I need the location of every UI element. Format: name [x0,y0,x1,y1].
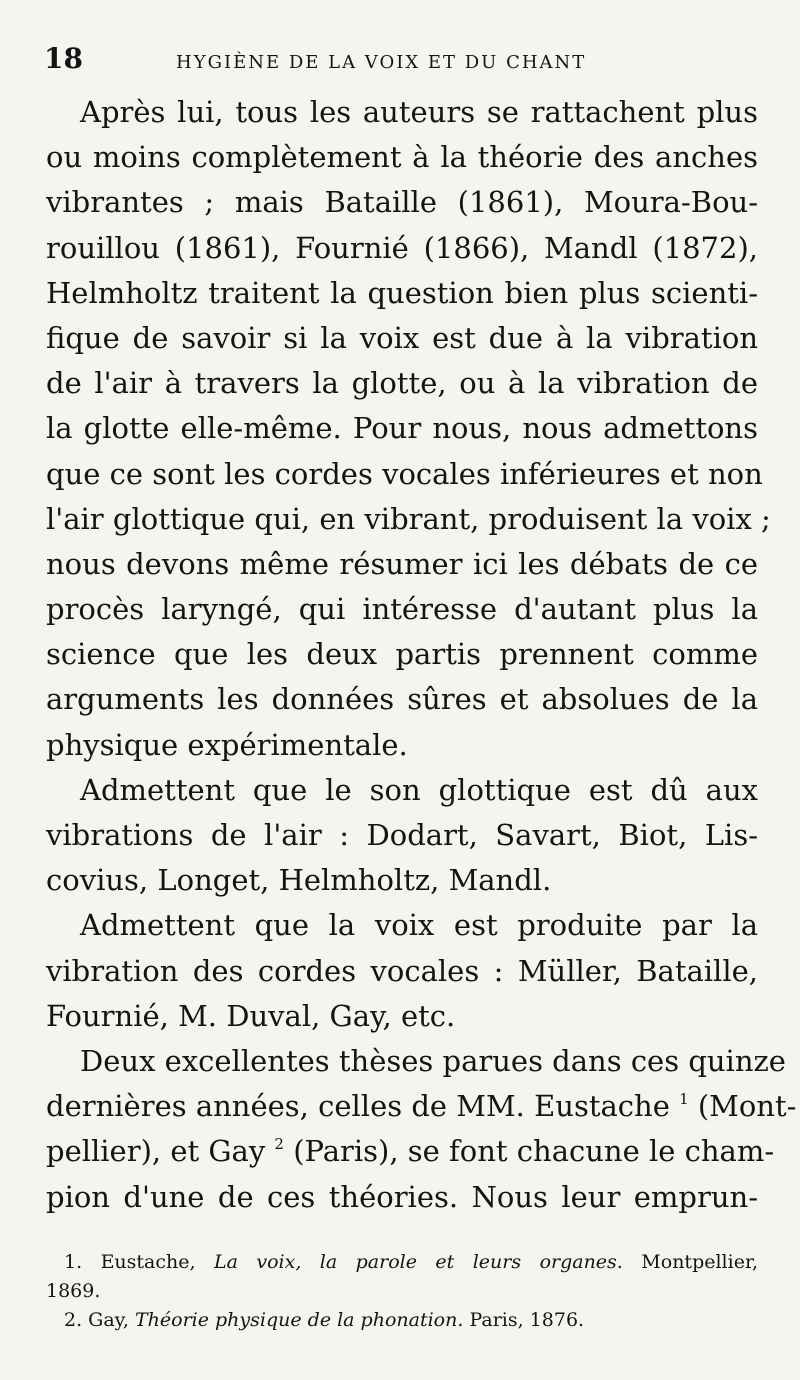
text-line: fique de savoir si la voix est due à la vibration [46,320,758,355]
text-line: Après lui, tous les auteurs se rattachent plus [80,95,758,129]
text-fragment: (Mont- [697,1089,797,1124]
footnote-marker: 2. Gay, [64,1309,129,1331]
text-line: rouillou (1861), Fournié (1866), Mandl (1872), [46,230,758,265]
text-line: covius, Longet, Helmholtz, Mandl. [46,863,552,898]
text-line-with-footnote-ref [46,1084,797,1129]
text-line: pion d'une de ces théories. Nous leur emprun- [46,1179,758,1214]
text-line: ou moins complètement à la théorie des anches [46,140,758,175]
text-line: Fournié, M. Duval, Gay, etc. [46,998,456,1033]
text-line: nous devons même résumer ici les débats de ce [46,546,758,581]
footnote-title: Théorie physique de la phonation. [134,1309,464,1331]
text-line: vibrations de l'air : Dodart, Savart, Biot, Lis- [46,818,758,852]
footnote-place: Montpellier, [641,1251,758,1273]
text-line: vibrantes ; mais Bataille (1861), Moura-Bou- [46,185,758,220]
text-line: physique expérimentale. [46,727,408,762]
page-number: 18 [44,42,83,75]
text-line: Admettent que le son glottique est dû aux [80,772,758,807]
body-text [46,90,797,1220]
running-title: HYGIÈNE DE LA VOIX ET DU CHANT [176,52,587,73]
page-header [44,42,756,82]
text-line-with-footnote-ref [46,1129,775,1174]
text-line: que ce sont les cordes vocales inférieures et non [46,456,763,491]
text-line: Deux excellentes thèses parues dans ces quinze [80,1043,786,1078]
text-fragment: dernières années, celles de MM. Eustache [46,1089,670,1124]
text-line: Helmholtz traitent la question bien plus scienti- [46,275,758,310]
text-fragment: (Paris), se font chacune le cham- [293,1134,775,1169]
footnotes [46,1248,758,1335]
footnote-place-year: Paris, 1876. [469,1309,585,1331]
footnote-2 [46,1306,758,1335]
text-line: procès laryngé, qui intéresse d'autant plus la [46,592,758,627]
text-line: l'air glottique qui, en vibrant, produisent la voix ; [46,501,771,536]
text-fragment: pellier), et Gay [46,1134,266,1169]
text-line: vibration des cordes vocales : Müller, Bataille, [46,953,758,988]
text-line: la glotte elle-même. Pour nous, nous admettons [46,411,758,446]
footnote-ref-1[interactable]: 1 [679,1090,689,1109]
text-line: arguments les données sûres et absolues de la [46,682,758,717]
footnote-1-continued: 1869. [46,1280,101,1302]
text-line: Admettent que la voix est produite par la [80,908,758,943]
footnote-marker: 1. Eustache, [64,1251,196,1273]
footnote-1 [46,1248,758,1277]
text-line: de l'air à travers la glotte, ou à la vibration de [46,366,758,401]
text-line: science que les deux partis prennent comme [46,637,758,672]
footnote-title: La voix, la parole et leurs organes. [213,1251,623,1273]
footnote-ref-2[interactable]: 2 [274,1135,284,1154]
